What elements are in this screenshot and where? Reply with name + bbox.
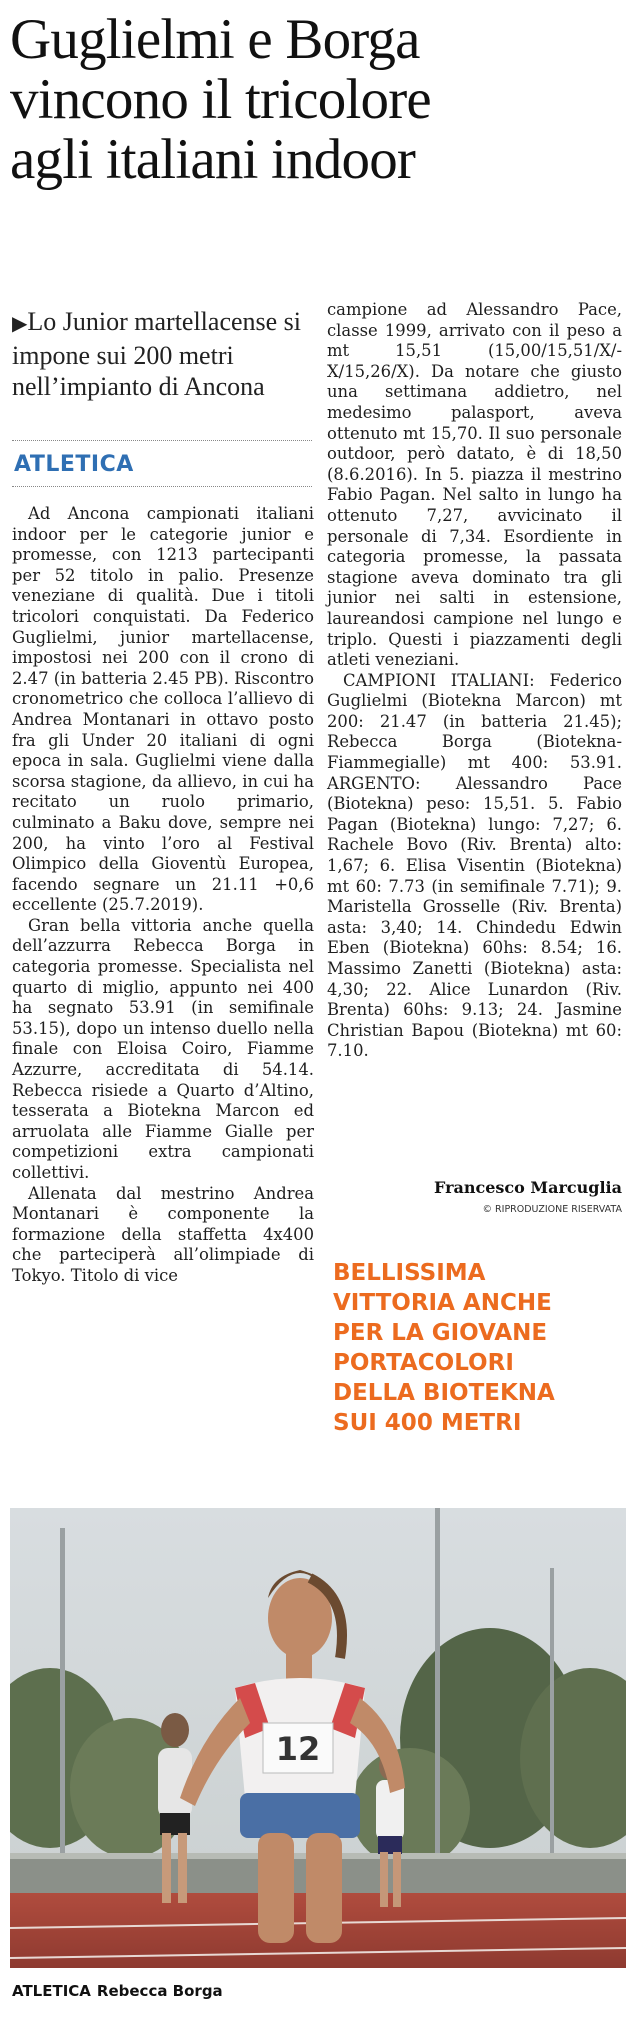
headline-line-2: vincono il tricolore [10,68,431,131]
section-label: ATLETICA [14,452,134,477]
paragraph-1: Ad Ancona campionati italiani indoor per le categorie junior e promesse, con 1213 partecipanti per 52 titolo in palio. Presenze veneziane di qualità. Due i titoli tricolori conquistati. Da Federico Guglielmi, junior martellacense, impostosi nei 200 con il crono di 2.47 (in batteria 2.45 PB). Riscontro cronometrico che colloca l’allievo di Andrea Montanari in ottavo posto fra gli Under 20 italiani di ogni epoca in sala. Guglielmi viene dalla scorsa stagione, da allievo, in cui ha recitato un ruolo primario, culminato a Baku dove, sempre nei 200, ha vinto l’oro al Festival Olimpico della Gioventù Europea, facendo segnare un 21.11 +0,6 eccellente (25.7.2019). [12,504,314,915]
pullquote-line: BELLISSIMA [333,1260,486,1286]
pullquote-line: DELLA BIOTEKNA [333,1380,555,1406]
copyright-notice: © RIPRODUZIONE RISERVATA [482,1204,622,1215]
pullquote [333,1258,623,1438]
results-paragraph: CAMPIONI ITALIANI: Federico Guglielmi (Biotekna Marcon) mt 200: 21.47 (in batteria 21.45); Rebecca Borga (Biotekna-Fiammegialle) mt 400: 53.91. ARGENTO: Alessandro Pace (Biotekna) peso: 15,51. 5. Fabio Pagan (Biotekna) lungo: 7,27; 6. Rachele Bovo (Riv. Brenta) alto: 1,67; 6. Elisa Visentin (Biotekna) mt 60: 7.73 (in semifinale 7.71); 9. Maristella Grosselle (Riv. Brenta) asta: 3,40; 14. Chindedu Edwin Eben (Biotekna) 60hs: 8.54; 16. Massimo Zanetti (Biotekna) asta: 4,30; 22. Alice Lunardon (Riv. Brenta) 60hs: 9.13; 24. Jasmine Christian Bapou (Biotekna) mt 60: 7.10. [327,670,622,1061]
headline-line-1: Guglielmi e Borga [10,8,420,71]
caption-text: Rebecca Borga [96,1982,223,2000]
section-divider-top [12,440,312,441]
headline [10,10,625,190]
photo-illustration [10,1508,626,1968]
subhead [12,306,312,402]
paragraph-2: Gran bella vittoria anche quella dell’azzurra Rebecca Borga in categoria promesse. Specialista nel quarto di miglio, appunto nei 400 ha segnato 53.91 (in semifinale 53.15), dopo un intenso duello nella finale con Eloisa Coiro, Fiamme Azzurre, accreditata di 54.14. Rebecca risiede a Quarto d’Altino, tesserata a Biotekna Marcon ed arruolata alle Fiamme Gialle per competizioni extra campionati collettivi. [12,915,314,1182]
pullquote-line: VITTORIA ANCHE [333,1290,552,1316]
subhead-text: Lo Junior martellacense si impone sui 200 metri nell’impianto di Ancona [12,307,302,401]
section-divider-bottom [12,486,312,487]
article-column-right [327,300,622,1062]
paragraph-4: campione ad Alessandro Pace, classe 1999, arrivato con il peso a mt 15,51 (15,00/15,51/X/-X/15,26/X). Da notare che giusto una settimana addietro, nel medesimo palasport, aveva ottenuto mt 15,70. Il suo personale outdoor, però datato, è di 18,50 (8.6.2016). In 5. piazza il mestrino Fabio Pagan. Nel salto in lungo ha ottenuto 7,27, avvicinato il personale di 7,34. Esordiente in categoria promesse, la passata stagione aveva dominato tra gli junior nei salti in estensione, laureandosi campione nel lungo e triplo. Questi i piazzamenti degli atleti veneziani. [327,300,622,670]
caption-label: ATLETICA [12,1982,91,2000]
photo-caption [12,1982,223,2000]
pullquote-line: PORTACOLORI [333,1350,514,1376]
pullquote-line: PER LA GIOVANE [333,1320,548,1346]
triangle-marker-icon: ▶ [12,313,28,335]
paragraph-3: Allenata dal mestrino Andrea Montanari è componente la formazione della staffetta 4x400 che parteciperà all’olimpiade di Tokyo. Titolo di vice [12,1183,314,1285]
bib-number: 12 [275,1730,321,1768]
byline: Francesco Marcuglia [433,1178,622,1197]
article-column-left [12,504,314,1287]
headline-line-3: agli italiani indoor [10,128,416,191]
athlete-photo [10,1508,626,1968]
pullquote-line: SUI 400 METRI [333,1410,522,1436]
